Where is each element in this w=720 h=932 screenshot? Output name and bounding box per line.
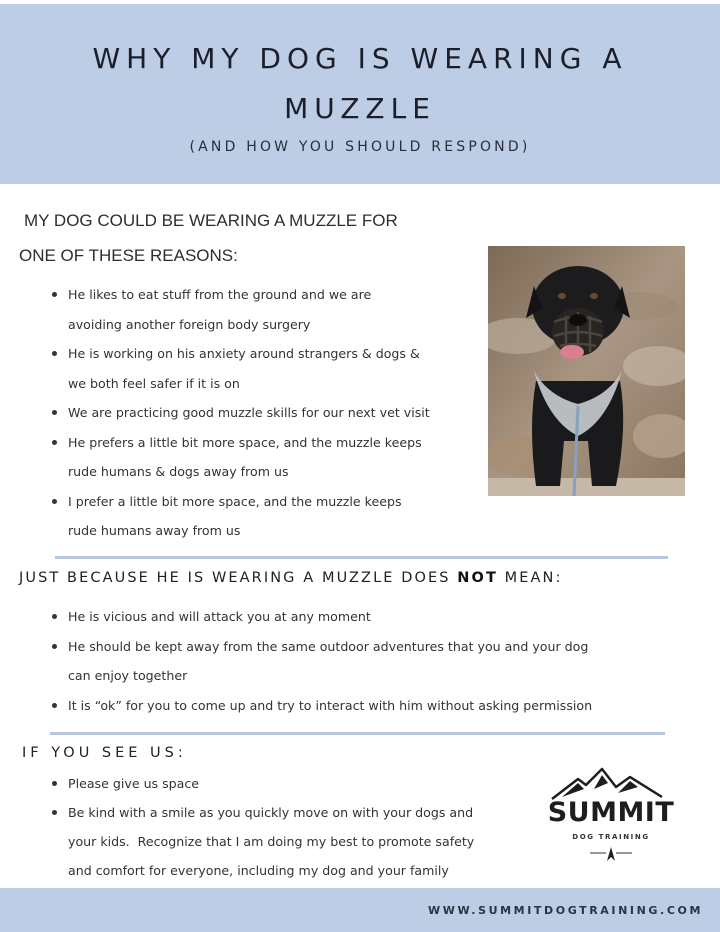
section-divider [55,556,668,559]
list-item: He likes to eat stuff from the ground and we are avoiding another foreign body surgery [52,280,472,339]
list-item: Be kind with a smile as you quickly move on with your dogs and your kids. Recognize that I am doing my best to promote safety and comfort for everyone, including my dog and your family [52,798,522,885]
list-item: Please give us space [52,769,522,798]
list-item: I prefer a little bit more space, and the muzzle keeps rude humans away from us [52,487,472,546]
page-title-line-1: WHY MY DOG IS WEARING A [92,42,628,75]
not-section-heading: JUST BECAUSE HE IS WEARING A MUZZLE DOES NOT MEAN: [19,570,563,586]
summit-logo [538,765,684,865]
not-list [52,602,672,720]
dog-photo [488,246,685,496]
page-subtitle: (AND HOW YOU SHOULD RESPOND) [189,139,531,155]
list-item: He is working on his anxiety around strangers & dogs & we both feel safer if it is on [52,339,472,398]
reasons-intro-line-2: ONE OF THESE REASONS: [19,246,238,265]
footer-band [0,888,720,932]
list-item: He prefers a little bit more space, and the muzzle keeps rude humans & dogs away from us [52,428,472,487]
website-url[interactable]: WWW.SUMMITDOGTRAINING.COM [427,904,703,917]
rottweiler-muzzle-image [488,246,685,496]
list-item: He is vicious and will attack you at any moment [52,602,672,632]
list-item: He should be kept away from the same outdoor adventures that you and your dog can enjoy together [52,632,672,691]
mountain-icon [538,765,684,801]
logo-tagline: DOG TRAINING [572,833,650,841]
page-title-line-2: MUZZLE [284,92,436,125]
header-band [0,4,720,184]
logo-flourish-icon [538,847,684,863]
not-emphasis: NOT [457,570,498,586]
list-item: We are practicing good muzzle skills for our next vet visit [52,398,472,428]
see-section-heading: IF YOU SEE US: [22,745,187,761]
section-divider [50,732,665,735]
list-item: It is “ok” for you to come up and try to interact with him without asking permission [52,691,672,721]
see-list [52,769,522,885]
logo-wordmark: SUMMIT [547,797,675,828]
reasons-list [52,280,472,546]
reasons-intro-line-1: MY DOG COULD BE WEARING A MUZZLE FOR [24,211,398,230]
